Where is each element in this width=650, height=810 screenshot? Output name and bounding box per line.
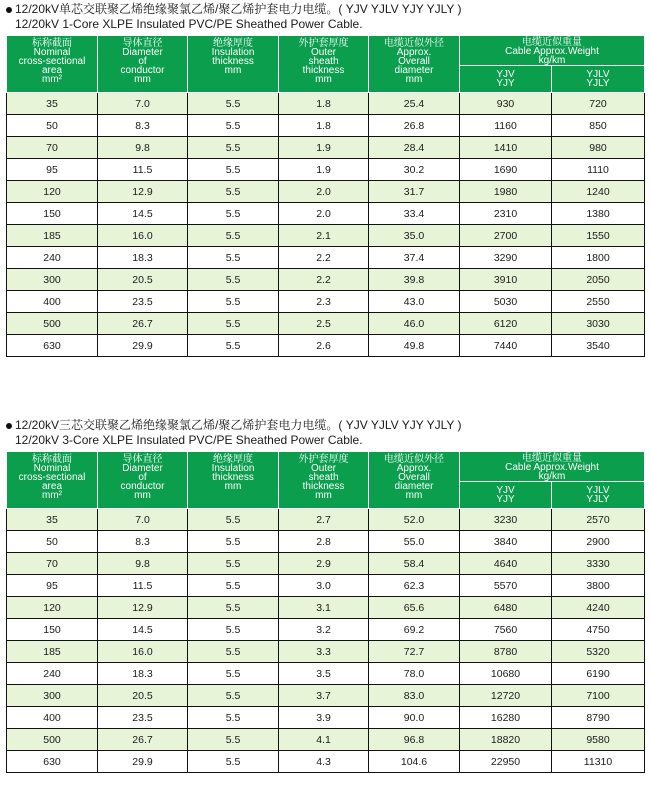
header-sub-yjlv: YJLV YJLY [552,66,645,93]
table-cell: 26.7 [98,313,188,335]
table-cell: 1240 [552,181,645,203]
table-cell: 5.5 [188,553,279,575]
table-cell: 78.0 [369,663,460,685]
table-row [7,729,645,751]
table-cell: 5.5 [188,159,279,181]
table-cell: 300 [7,269,98,291]
table-cell: 5.5 [188,181,279,203]
table-cell: 7560 [460,619,552,641]
table-cell: 5.5 [188,291,279,313]
table-row [7,225,645,247]
table-row [7,115,645,137]
table-cell: 1110 [552,159,645,181]
table-cell: 1.8 [279,115,369,137]
table-cell: 18820 [460,729,552,751]
table-cell: 18.3 [98,247,188,269]
table-cell: 20.5 [98,685,188,707]
table-cell: 18.3 [98,663,188,685]
table-cell: 83.0 [369,685,460,707]
table-title-en: 12/20kV 1-Core XLPE Insulated PVC/PE Sheathed Power Cable. [15,17,363,31]
table-cell: 150 [7,203,98,225]
table-cell: 96.8 [369,729,460,751]
table-cell: 2050 [552,269,645,291]
table-row [7,509,645,531]
table-cell: 16280 [460,707,552,729]
table-row [7,685,645,707]
table-cell: 16.0 [98,641,188,663]
table-cell: 630 [7,751,98,773]
table-cell: 43.0 [369,291,460,313]
table-cell: 28.4 [369,137,460,159]
header-weight: 电缆近似重量 Cable Approx.Weight kg/km [460,36,645,66]
table-cell: 500 [7,313,98,335]
table-row [7,553,645,575]
table-cell: 5.5 [188,335,279,357]
table-cell: 29.9 [98,751,188,773]
table-cell: 5.5 [188,729,279,751]
header-sheath: 外护套厚度 Outer sheath thickness mm [279,452,369,509]
table-cell: 2.8 [279,531,369,553]
table-row [7,641,645,663]
table-cell: 25.4 [369,93,460,115]
table-cell: 1.9 [279,137,369,159]
spec-table [6,35,645,357]
table-cell: 980 [552,137,645,159]
table-cell: 150 [7,619,98,641]
table-cell: 12.9 [98,181,188,203]
table-cell: 500 [7,729,98,751]
table-cell: 5030 [460,291,552,313]
header-sub-yjlv: YJLV YJLY [552,482,645,509]
table-cell: 1160 [460,115,552,137]
table-cell: 35.0 [369,225,460,247]
table-cell: 70 [7,137,98,159]
header-sub-yjv: YJV YJY [460,66,552,93]
table-cell: 65.6 [369,597,460,619]
table-cell: 3800 [552,575,645,597]
table-cell: 90.0 [369,707,460,729]
table-cell: 3540 [552,335,645,357]
table-cell: 5.5 [188,597,279,619]
table-row [7,531,645,553]
table-cell: 720 [552,93,645,115]
table-cell: 1410 [460,137,552,159]
table-cell: 5.5 [188,663,279,685]
table-cell: 8780 [460,641,552,663]
table-cell: 50 [7,115,98,137]
table-section-2 [4,418,646,773]
header-conductor: 导体直径 Diameter of conductor mm [98,36,188,93]
table-cell: 120 [7,181,98,203]
table-row [7,181,645,203]
table-cell: 11.5 [98,575,188,597]
table-cell: 1980 [460,181,552,203]
table-cell: 10680 [460,663,552,685]
header-insulation: 绝缘厚度 Insulation thickness mm [188,452,279,509]
table-body [7,509,645,773]
table-cell: 2.2 [279,247,369,269]
spec-table [6,451,645,773]
table-cell: 930 [460,93,552,115]
header-overall: 电缆近似外径 Approx. Overall diameter mm [369,36,460,93]
table-cell: 185 [7,641,98,663]
table-cell: 1800 [552,247,645,269]
table-cell: 1380 [552,203,645,225]
table-cell: 2.3 [279,291,369,313]
table-cell: 35 [7,509,98,531]
table-row [7,619,645,641]
table-cell: 23.5 [98,291,188,313]
header-weight: 电缆近似重量 Cable Approx.Weight kg/km [460,452,645,482]
table-cell: 5570 [460,575,552,597]
table-row [7,159,645,181]
table-cell: 2550 [552,291,645,313]
table-cell: 37.4 [369,247,460,269]
table-cell: 9.8 [98,553,188,575]
bullet-icon [6,423,12,429]
table-cell: 49.8 [369,335,460,357]
table-cell: 5.5 [188,137,279,159]
table-cell: 4240 [552,597,645,619]
table-cell: 7.0 [98,509,188,531]
table-cell: 62.3 [369,575,460,597]
table-cell: 3.3 [279,641,369,663]
table-cell: 8790 [552,707,645,729]
table-cell: 185 [7,225,98,247]
table-cell: 5.5 [188,269,279,291]
table-cell: 9.8 [98,137,188,159]
table-cell: 5.5 [188,313,279,335]
table-cell: 4750 [552,619,645,641]
table-cell: 3030 [552,313,645,335]
table-cell: 12.9 [98,597,188,619]
table-cell: 7440 [460,335,552,357]
table-cell: 55.0 [369,531,460,553]
table-cell: 30.2 [369,159,460,181]
table-cell: 3.5 [279,663,369,685]
table-cell: 11310 [552,751,645,773]
table-cell: 3290 [460,247,552,269]
table-cell: 5.5 [188,203,279,225]
table-cell: 58.4 [369,553,460,575]
table-cell: 2.7 [279,509,369,531]
table-cell: 300 [7,685,98,707]
table-row [7,247,645,269]
header-insulation: 绝缘厚度 Insulation thickness mm [188,36,279,93]
table-cell: 3.1 [279,597,369,619]
table-cell: 11.5 [98,159,188,181]
table-cell: 120 [7,597,98,619]
table-cell: 400 [7,291,98,313]
table-title-en: 12/20kV 3-Core XLPE Insulated PVC/PE Sheathed Power Cable. [15,433,363,447]
table-row [7,313,645,335]
table-cell: 2.1 [279,225,369,247]
table-cell: 9580 [552,729,645,751]
table-cell: 8.3 [98,531,188,553]
table-cell: 5.5 [188,575,279,597]
table-cell: 6120 [460,313,552,335]
table-cell: 5320 [552,641,645,663]
table-cell: 5.5 [188,247,279,269]
table-cell: 46.0 [369,313,460,335]
table-row [7,269,645,291]
table-cell: 3.7 [279,685,369,707]
table-body [7,93,645,357]
table-cell: 20.5 [98,269,188,291]
table-cell: 33.4 [369,203,460,225]
table-row [7,663,645,685]
header-area: 标称截面 Nominal cross-sectional area mm² [7,452,98,509]
table-cell: 5.5 [188,225,279,247]
table-cell: 3910 [460,269,552,291]
bullet-icon [6,7,12,13]
table-cell: 5.5 [188,641,279,663]
table-cell: 4.3 [279,751,369,773]
table-cell: 2570 [552,509,645,531]
table-cell: 2900 [552,531,645,553]
table-section-1 [4,2,646,357]
table-row [7,291,645,313]
table-cell: 630 [7,335,98,357]
table-cell: 12720 [460,685,552,707]
table-cell: 2.6 [279,335,369,357]
table-row [7,751,645,773]
table-row [7,335,645,357]
table-cell: 2.0 [279,203,369,225]
table-cell: 3330 [552,553,645,575]
table-cell: 22950 [460,751,552,773]
table-cell: 14.5 [98,619,188,641]
table-cell: 5.5 [188,707,279,729]
table-cell: 52.0 [369,509,460,531]
table-cell: 7.0 [98,93,188,115]
table-cell: 3.0 [279,575,369,597]
table-cell: 5.5 [188,531,279,553]
table-cell: 3.2 [279,619,369,641]
table-cell: 2.5 [279,313,369,335]
table-cell: 4640 [460,553,552,575]
table-cell: 2.2 [279,269,369,291]
table-title-cn: 12/20kV三芯交联聚乙烯绝缘聚氯乙烯/聚乙烯护套电力电缆。( YJV YJLV YJY YJLY ) [4,418,646,433]
table-cell: 72.7 [369,641,460,663]
header-sheath: 外护套厚度 Outer sheath thickness mm [279,36,369,93]
table-cell: 95 [7,159,98,181]
table-cell: 240 [7,247,98,269]
table-cell: 5.5 [188,93,279,115]
table-cell: 850 [552,115,645,137]
table-cell: 6480 [460,597,552,619]
table-cell: 2.0 [279,181,369,203]
table-row [7,137,645,159]
table-cell: 35 [7,93,98,115]
table-cell: 104.6 [369,751,460,773]
table-cell: 1.9 [279,159,369,181]
table-cell: 3.9 [279,707,369,729]
table-cell: 23.5 [98,707,188,729]
table-cell: 1690 [460,159,552,181]
table-cell: 5.5 [188,685,279,707]
table-cell: 8.3 [98,115,188,137]
table-cell: 26.7 [98,729,188,751]
table-cell: 95 [7,575,98,597]
table-cell: 69.2 [369,619,460,641]
table-cell: 240 [7,663,98,685]
table-title-cn: 12/20kV单芯交联聚乙烯绝缘聚氯乙烯/聚乙烯护套电力电缆。( YJV YJLV YJY YJLY ) [4,2,646,17]
table-cell: 39.8 [369,269,460,291]
table-cell: 2310 [460,203,552,225]
table-cell: 2700 [460,225,552,247]
table-cell: 6190 [552,663,645,685]
table-cell: 50 [7,531,98,553]
table-row [7,93,645,115]
table-cell: 1.8 [279,93,369,115]
table-cell: 70 [7,553,98,575]
table-cell: 26.8 [369,115,460,137]
table-cell: 29.9 [98,335,188,357]
table-cell: 3840 [460,531,552,553]
header-conductor: 导体直径 Diameter of conductor mm [98,452,188,509]
table-cell: 4.1 [279,729,369,751]
table-cell: 3230 [460,509,552,531]
table-row [7,707,645,729]
table-cell: 1550 [552,225,645,247]
header-area: 标称截面 Nominal cross-sectional area mm² [7,36,98,93]
header-overall: 电缆近似外径 Approx. Overall diameter mm [369,452,460,509]
table-cell: 400 [7,707,98,729]
table-cell: 5.5 [188,509,279,531]
table-row [7,597,645,619]
table-cell: 5.5 [188,751,279,773]
table-cell: 5.5 [188,115,279,137]
table-cell: 16.0 [98,225,188,247]
table-cell: 31.7 [369,181,460,203]
table-cell: 7100 [552,685,645,707]
header-sub-yjv: YJV YJY [460,482,552,509]
table-cell: 2.9 [279,553,369,575]
table-cell: 5.5 [188,619,279,641]
table-cell: 14.5 [98,203,188,225]
table-row [7,203,645,225]
table-row [7,575,645,597]
